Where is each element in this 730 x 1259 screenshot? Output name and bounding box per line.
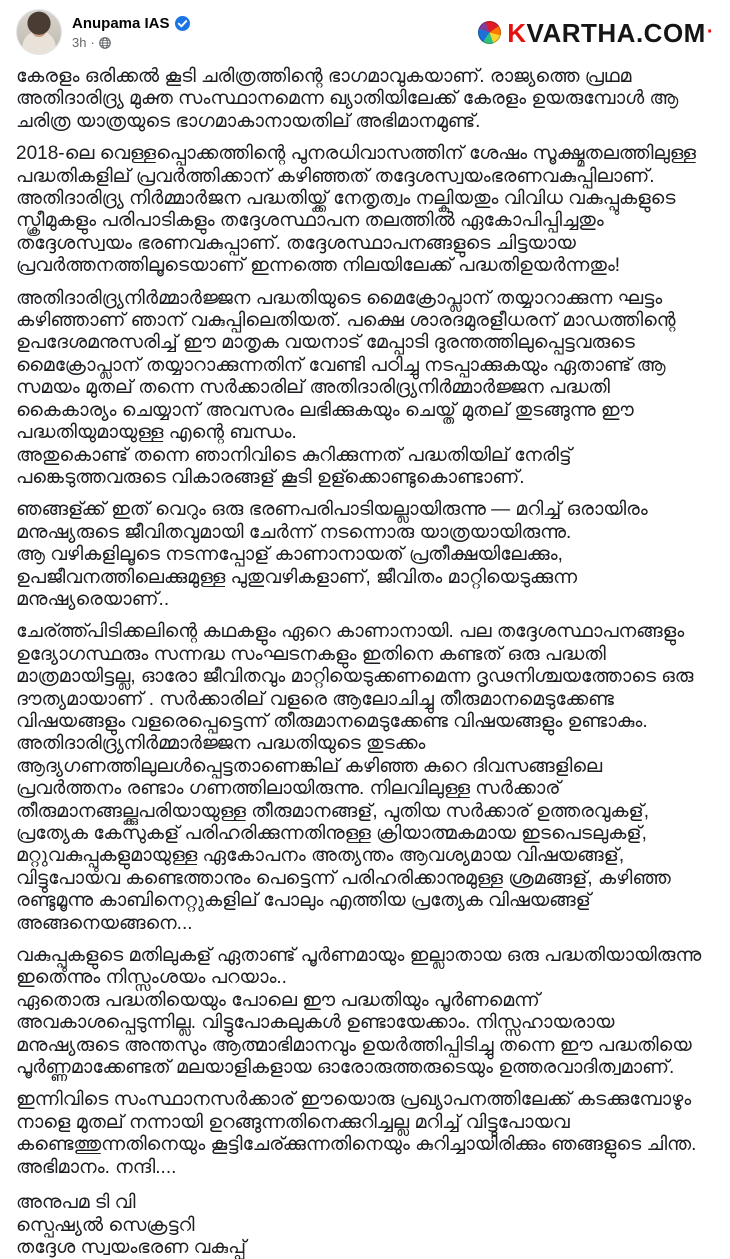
author-name-link[interactable]: Anupama IAS bbox=[72, 14, 170, 32]
verified-badge-icon bbox=[175, 16, 190, 31]
post-header bbox=[0, 0, 730, 58]
post-paragraph: വകുപ്പുകളുടെ മതിലുകള് ഏതാണ്ട് പൂർണമായും ഇല്ലാതായ ഒരു പദ്ധതിയായിരുന്നു ഇതെന്നും നിസ്സംശയം പറയാം.. ഏതൊരു പദ്ധതിയെയും പോലെ ഈ പദ്ധതിയും പൂർണമെന്ന് അവകാശപ്പെടുന്നില്ല. വിട്ടുപോകലുകൾ ഉണ്ടായേക്കാം. നിസ്സഹായരായ മനുഷ്യരുടെ അന്തസും ആത്മാഭിമാനവും ഉയർത്തിപ്പിടിച്ചു തന്നെ ഈ പദ്ധതിയെ പൂർണ്ണമാക്കേണ്ടത് മലയാളികളായ ഓരോരുത്തരുടെയും ഉത്തരവാദിത്വമാണ്. bbox=[16, 945, 702, 1079]
public-globe-icon bbox=[99, 37, 111, 49]
timestamp-link[interactable]: 3h bbox=[72, 34, 87, 50]
kvartha-watermark bbox=[478, 19, 714, 46]
post-paragraph: ഇന്നിവിടെ സംസ്ഥാനസർക്കാര് ഈയൊരു പ്രഖ്യാപനത്തിലേക്ക് കടക്കുമ്പോഴും നാളെ മുതല് നന്നായി ഉറങ്ങുന്നതിനെക്കുറിച്ചല്ല മറിച്ച് വിട്ടുപോയവ കണ്ടെത്തുന്നതിനെയും കൂട്ടിചേര്ക്കുന്നതിനെയും കുറിച്ചായിരിക്കും ഞങ്ങളുടെ ചിന്ത. അഭിമാനം. നന്ദി.... bbox=[16, 1089, 697, 1178]
post-body bbox=[0, 58, 730, 1259]
kvartha-logo-text bbox=[507, 19, 714, 46]
kvartha-rest: VARTHA.COM bbox=[526, 18, 706, 48]
post-paragraph: ഞങ്ങള്ക്ക് ഇത് വെറും ഒരു ഭരണപരിപാടിയല്ലായിരുന്നു — മറിച്ച് ഒരായിരം മനുഷ്യരുടെ ജീവിതവുമായി ചേർന്ന് നടന്നൊരു യാത്രയായിരുന്നു. ആ വഴികളിലൂടെ നടന്നപ്പോള് കാണാനായത് പ്രതീക്ഷയിലേക്കും, ഉപജീവനത്തിലെക്കുമുള്ള പുതുവഴികളാണ്, ജീവിതം മാറ്റിയെടുക്കുന്ന മനുഷ്യരെയാണ്.. bbox=[16, 499, 648, 610]
avatar[interactable] bbox=[16, 9, 62, 55]
kvartha-dot: · bbox=[706, 21, 714, 43]
author-block bbox=[16, 9, 190, 55]
post-signature: അനുപമ ടി വി സ്പെഷ്യൽ സെക്രട്ടറി തദ്ദേശ സ്വയംഭരണ വകുപ്പ് bbox=[16, 1192, 247, 1258]
post-paragraph: കേരളം ഒരിക്കൽ കൂടി ചരിത്രത്തിന്റെ ഭാഗമാവുകയാണ്. രാജ്യത്തെ പ്രഥമ അതിദാരിദ്ര്യ മുക്ത സംസ്ഥാനമെന്ന ഖ്യാതിയിലേക്ക് കേരളം ഉയരുമ്പോൾ ആ ചരിത്ര യാത്രയുടെ ഭാഗമാകാനായതില് അഭിമാനമുണ്ട്. bbox=[16, 66, 679, 132]
meta-separator: · bbox=[90, 34, 95, 50]
kvartha-k: K bbox=[507, 18, 527, 48]
author-name-row bbox=[72, 14, 190, 33]
post-paragraph: 2018-ലെ വെള്ളപ്പൊക്കത്തിന്റെ പുനരധിവാസത്തിന് ശേഷം സൂക്ഷ്മതലത്തിലുള്ള പദ്ധതികളില് പ്രവർത്തിക്കാന് കഴിഞ്ഞത് തദ്ദേശസ്വയംഭരണവകുപ്പിലാണ്. അതിദാരിദ്ര്യ നിർമ്മാർജന പദ്ധതിയ്ക്ക് നേതൃത്വം നല്കിയതും വിവിധ വകുപ്പുകളുടെ സ്ക്രീമുകളും പരിപാടികളും തദ്ദേശസ്ഥാപന തലത്തിൽ ഏകോപിപ്പിച്ചതും തദ്ദേശസ്വയം ഭരണവകുപ്പാണ്. തദ്ദേശസ്ഥാപനങ്ങളുടെ ചിട്ടയായ പ്രവർത്തനത്തിലൂടെയാണ് ഇന്നത്തെ നിലയിലേക്ക് പദ്ധതിഉയർന്നതും! bbox=[16, 143, 696, 277]
post-meta-row bbox=[72, 35, 190, 51]
author-meta bbox=[72, 14, 190, 51]
post-paragraph: അതിദാരിദ്ര്യനിർമ്മാർജ്ജന പദ്ധതിയുടെ മൈക്രോപ്ലാന് തയ്യാറാക്കുന്ന ഘട്ടം കഴിഞ്ഞാണ് ഞാന് വകുപ്പിലെതിയത്. പക്ഷെ ശാരദമുരളീധരന് മാഡത്തിന്റെ ഉപദേശമനുസരിച്ച് ഈ മാതൃക വയനാട് മേപ്പാടി ദുരന്തത്തിലുപ്പെട്ടവരുടെ മൈക്രോപ്ലാന് തയ്യാറാക്കുന്നതിന് വേണ്ടി പഠിച്ചു നടപ്പാക്കുകയും ഏതാണ്ട് ആ സമയം മുതല് തന്നെ സർക്കാരില് അതിദാരിദ്ര്യനിർമ്മാർജ്ജന പദ്ധതി കൈകാര്യം ചെയ്യാന് അവസരം ലഭിക്കുകയും ചെയ്ത് മുതല് തുടങ്ങുന്നു ഈ പദ്ധതിയുമായുള്ള എന്റെ ബന്ധം. അതുകൊണ്ട് തന്നെ ഞാനിവിടെ കുറിക്കുന്നത് പദ്ധതിയില് നേരിട്ട് പങ്കെടുത്തവരുടെ വികാരങ്ങള് കൂടി ഉള്ക്കൊണ്ടുകൊണ്ടാണ്. bbox=[16, 287, 676, 488]
post-paragraph: ചേര്ത്ത്പിടിക്കലിന്റെ കഥകളും ഏറെ കാണാനായി. പല തദ്ദേശസ്ഥാപനങ്ങളും ഉദ്യോഗസ്ഥരും സന്നദ്ധ സംഘടനകളും ഇതിനെ കണ്ടത് ഒരു പദ്ധതി മാത്രമായിട്ടല്ല, ഓരോ ജീവിതവും മാറ്റിയെടുക്കണമെന്ന ദൃഢനിശ്ചയത്തോടെ ഒരു ദൗത്യമായാണ് . സർക്കാരില് വളരെ ആലോചിച്ചു തീരുമാനമെടുക്കേണ്ട വിഷയങ്ങളും വളരെപ്പെട്ടെന്ന് തീരുമാനമെടുക്കേണ്ട വിഷയങ്ങളും ഉണ്ടാകും. അതിദാരിദ്ര്യനിർമ്മാർജ്ജന പദ്ധതിയുടെ തുടക്കം ആദ്യഗണത്തിലുലൾപ്പെട്ടതാണെങ്കില് കഴിഞ്ഞ കുറെ ദിവസങ്ങളിലെ പ്രവർത്തനം രണ്ടാം ഗണത്തിലായിരുന്നു. നിലവിലുള്ള സർക്കാര് തീരുമാനങ്ങല്ക്കുപരിയായുള്ള തീരുമാനങ്ങള്, പുതിയ സർക്കാര് ഉത്തരവുകള്, പ്രത്യേക കേസുകള് പരിഹരിക്കുന്നതിനുള്ള ക്രിയാത്മകമായ ഇടപെടലുകള്, മറ്റുവകുപ്പുകളുമായുള്ള ഏകോപനം അത്യന്തം ആവശ്യമായ വിഷയങ്ങള്, വിട്ടുപോയവ കണ്ടെത്താനും പെട്ടെന്ന് പരിഹരിക്കാനുമുള്ള ശ്രമങ്ങള്, കഴിഞ്ഞ രണ്ടുമൂന്നു കാബിനെറ്റുകളില് പോലും എത്തിയ പ്രത്യേക വിഷയങ്ങള് അങ്ങനെയങ്ങനെ... bbox=[16, 621, 694, 934]
kvartha-ball-icon bbox=[478, 21, 501, 44]
